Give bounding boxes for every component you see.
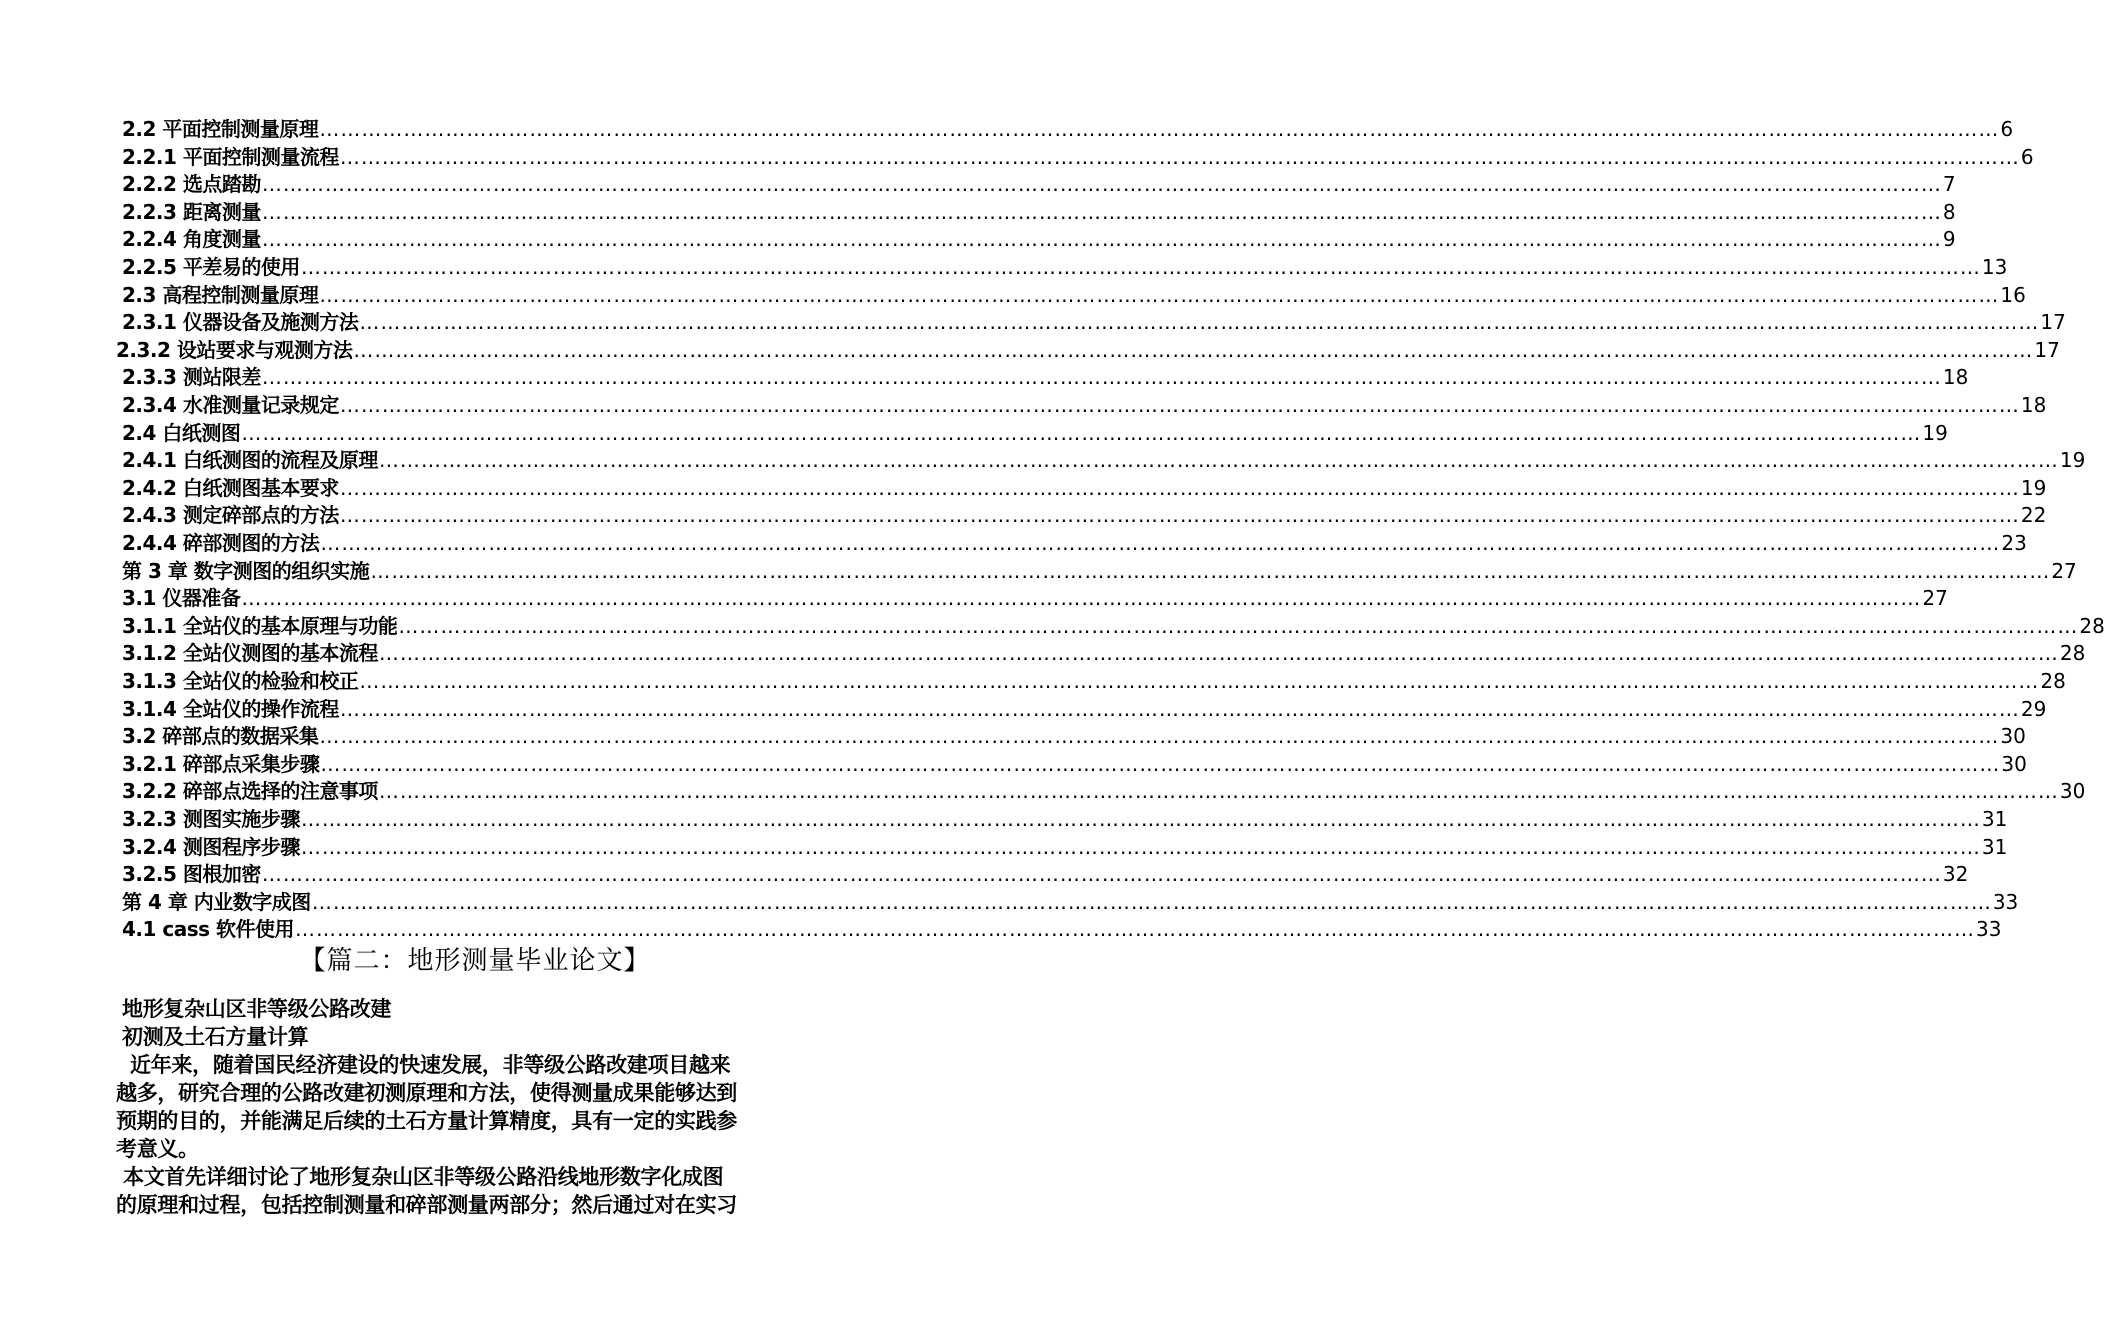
toc-entry-page: 28 bbox=[2079, 613, 2105, 638]
toc-entry bbox=[122, 751, 2027, 778]
toc-entry-page: 19 bbox=[2059, 448, 2086, 473]
toc-entry-label: 第 3 章 数字测图的组织实施 bbox=[122, 558, 370, 583]
toc-entry-page: 9 bbox=[1942, 227, 1956, 252]
toc-leader-dots: …………………………………………………………………………………………………………………………………………………………………………………………………………………… bbox=[339, 393, 2020, 417]
toc-entry-label: 2.2.4 角度测量 bbox=[122, 227, 261, 252]
toc-leader-dots: …………………………………………………………………………………………………………………………………………………………………………………………………………………… bbox=[319, 724, 2000, 749]
toc-leader-dots: …………………………………………………………………………………………………………………………………………………………………………………………………………………… bbox=[339, 503, 2020, 528]
article-title-line-1: 地形复杂山区非等级公路改建 bbox=[122, 997, 392, 1021]
toc-entry bbox=[122, 199, 1956, 226]
toc-entry-label: 2.4.3 测定碎部点的方法 bbox=[122, 503, 339, 528]
toc-entry-page: 22 bbox=[2020, 503, 2047, 528]
toc-leader-dots: …………………………………………………………………………………………………………………………………………………………………………………………………………………… bbox=[378, 448, 2059, 473]
section-heading: 【篇二：地形测量毕业论文】 bbox=[299, 946, 651, 976]
toc-entry-label: 2.4.1 白纸测图的流程及原理 bbox=[122, 448, 378, 473]
toc-entry-label: 2.3.2 设站要求与观测方法 bbox=[116, 337, 353, 362]
toc-leader-dots: …………………………………………………………………………………………………………………………………………………………………………………………………………………… bbox=[261, 199, 1942, 224]
toc-entry-page: 28 bbox=[2059, 641, 2086, 666]
toc-leader-dots: …………………………………………………………………………………………………………………………………………………………………………………………………………………… bbox=[339, 696, 2020, 721]
toc-leader-dots: …………………………………………………………………………………………………………………………………………………………………………………………………………………… bbox=[398, 613, 2079, 638]
toc-entry bbox=[122, 475, 2047, 502]
toc-entry-label: 3.1.1 全站仪的基本原理与功能 bbox=[122, 613, 398, 638]
toc-leader-dots: …………………………………………………………………………………………………………………………………………………………………………………………………………………… bbox=[359, 310, 2040, 335]
toc-entry bbox=[122, 806, 2008, 833]
toc-entry-label: 3.1.4 全站仪的操作流程 bbox=[122, 696, 339, 721]
toc-entry bbox=[122, 282, 2026, 309]
toc-leader-dots: …………………………………………………………………………………………………………………………………………………………………………………………………………………… bbox=[300, 834, 1981, 859]
toc-leader-dots: …………………………………………………………………………………………………………………………………………………………………………………………………………………… bbox=[295, 917, 1976, 942]
toc-entry-page: 27 bbox=[1922, 586, 1948, 611]
toc-entry-page: 23 bbox=[2001, 531, 2027, 555]
toc-entry-label: 2.4.4 碎部测图的方法 bbox=[122, 531, 320, 555]
toc-entry-page: 6 bbox=[2020, 144, 2034, 169]
toc-entry-label: 2.2.3 距离测量 bbox=[122, 199, 261, 224]
toc-entry-page: 18 bbox=[1942, 365, 1969, 390]
toc-entry-label: 2.2 平面控制测量原理 bbox=[122, 117, 319, 141]
toc-entry-label: 2.3.4 水准测量记录规定 bbox=[122, 393, 339, 417]
toc-entry bbox=[122, 530, 2027, 557]
toc-entry-page: 17 bbox=[2034, 337, 2060, 362]
paragraph-line: 本文首先详细讨论了地形复杂山区非等级公路沿线地形数字化成图 bbox=[116, 1165, 724, 1189]
toc-entry-page: 28 bbox=[2040, 669, 2066, 693]
toc-entry-page: 7 bbox=[1942, 172, 1956, 197]
toc-entry bbox=[122, 558, 2077, 585]
toc-entry-label: 2.3.1 仪器设备及施测方法 bbox=[122, 310, 359, 335]
toc-entry bbox=[122, 447, 2086, 474]
paragraph-line: 的原理和过程，包括控制测量和碎部测量两部分；然后通过对在实习 bbox=[116, 1193, 737, 1217]
paragraph-line: 越多，研究合理的公路改建初测原理和方法，使得测量成果能够达到 bbox=[116, 1081, 737, 1105]
toc-entry-page: 16 bbox=[2000, 282, 2026, 307]
toc-entry-label: 4.1 cass 软件使用 bbox=[122, 917, 295, 942]
toc-leader-dots: …………………………………………………………………………………………………………………………………………………………………………………………………………………… bbox=[261, 172, 1942, 197]
article-title-line-2: 初测及土石方量计算 bbox=[122, 1025, 309, 1049]
toc-entry-label: 3.2.3 测图实施步骤 bbox=[122, 807, 300, 831]
toc-leader-dots: …………………………………………………………………………………………………………………………………………………………………………………………………………………… bbox=[300, 255, 1981, 279]
toc-entry-label: 3.1.3 全站仪的检验和校正 bbox=[122, 669, 359, 693]
toc-entry-label: 3.2.4 测图程序步骤 bbox=[122, 834, 300, 859]
toc-entry-page: 19 bbox=[2020, 475, 2047, 500]
toc-entry bbox=[122, 309, 2066, 336]
toc-leader-dots: …………………………………………………………………………………………………………………………………………………………………………………………………………………… bbox=[320, 751, 2001, 776]
toc-entry-page: 30 bbox=[2059, 779, 2086, 804]
toc-entry-label: 2.2.1 平面控制测量流程 bbox=[122, 144, 339, 169]
toc-leader-dots: …………………………………………………………………………………………………………………………………………………………………………………………………………………… bbox=[261, 862, 1942, 887]
toc-leader-dots: …………………………………………………………………………………………………………………………………………………………………………………………………………………… bbox=[319, 117, 2000, 141]
toc-leader-dots: …………………………………………………………………………………………………………………………………………………………………………………………………………………… bbox=[261, 227, 1942, 252]
toc-entry bbox=[122, 254, 2008, 281]
toc-entry bbox=[122, 585, 1948, 612]
toc-entry bbox=[122, 723, 2026, 750]
toc-entry bbox=[122, 116, 2014, 143]
toc-entry-label: 3.2.1 碎部点采集步骤 bbox=[122, 751, 320, 776]
toc-entry-page: 33 bbox=[1976, 917, 2002, 942]
toc-entry-label: 3.2.5 图根加密 bbox=[122, 862, 261, 887]
toc-entry-page: 13 bbox=[1981, 255, 2008, 279]
toc-entry bbox=[122, 613, 2105, 640]
toc-entry-label: 3.2 碎部点的数据采集 bbox=[122, 724, 319, 749]
toc-entry-label: 3.1 仪器准备 bbox=[122, 586, 241, 611]
toc-leader-dots: …………………………………………………………………………………………………………………………………………………………………………………………………………………… bbox=[378, 779, 2059, 804]
toc-leader-dots: …………………………………………………………………………………………………………………………………………………………………………………………………………………… bbox=[378, 641, 2059, 666]
article-body bbox=[116, 995, 836, 1219]
toc-entry bbox=[122, 502, 2047, 529]
toc-leader-dots: …………………………………………………………………………………………………………………………………………………………………………………………………………………… bbox=[339, 144, 2020, 169]
toc-entry bbox=[122, 834, 2008, 861]
toc-entry-label: 2.2.2 选点踏勘 bbox=[122, 172, 261, 197]
toc-entry-page: 17 bbox=[2040, 310, 2066, 335]
toc-leader-dots: …………………………………………………………………………………………………………………………………………………………………………………………………………………… bbox=[339, 475, 2020, 500]
toc-leader-dots: …………………………………………………………………………………………………………………………………………………………………………………………………………………… bbox=[370, 558, 2051, 583]
paragraph-line: 考意义。 bbox=[116, 1137, 199, 1161]
toc-entry bbox=[122, 778, 2086, 805]
toc-leader-dots: …………………………………………………………………………………………………………………………………………………………………………………………………………………… bbox=[241, 586, 1922, 611]
toc-entry bbox=[122, 171, 1956, 198]
toc-leader-dots: …………………………………………………………………………………………………………………………………………………………………………………………………………………… bbox=[311, 889, 1992, 914]
toc-entry-page: 33 bbox=[1992, 889, 2019, 914]
toc-entry-page: 30 bbox=[2000, 724, 2026, 749]
toc-entry bbox=[122, 916, 2002, 943]
toc-entry bbox=[122, 668, 2066, 695]
toc-entry bbox=[122, 640, 2086, 667]
toc-entry-page: 30 bbox=[2001, 751, 2027, 776]
toc-entry-label: 2.4 白纸测图 bbox=[122, 420, 241, 445]
toc-entry-page: 31 bbox=[1981, 807, 2008, 831]
toc-entry-label: 2.3.3 测站限差 bbox=[122, 365, 261, 390]
toc-entry bbox=[122, 144, 2034, 171]
toc-leader-dots: …………………………………………………………………………………………………………………………………………………………………………………………………………………… bbox=[261, 365, 1942, 390]
toc-leader-dots: …………………………………………………………………………………………………………………………………………………………………………………………………………………… bbox=[300, 807, 1981, 831]
toc-entry-page: 32 bbox=[1942, 862, 1969, 887]
toc-entry-page: 18 bbox=[2020, 393, 2047, 417]
toc-entry-label: 3.2.2 碎部点选择的注意事项 bbox=[122, 779, 378, 804]
toc-entry-label: 2.2.5 平差易的使用 bbox=[122, 255, 300, 279]
toc-entry-label: 3.1.2 全站仪测图的基本流程 bbox=[122, 641, 378, 666]
toc-entry bbox=[122, 226, 1956, 253]
paragraph-line: 预期的目的，并能满足后续的土石方量计算精度，具有一定的实践参 bbox=[116, 1109, 737, 1133]
toc-entry bbox=[122, 392, 2047, 419]
paragraph-line: 近年来，随着国民经济建设的快速发展，非等级公路改建项目越来 bbox=[116, 1053, 731, 1077]
toc-entry bbox=[122, 364, 1969, 391]
toc-leader-dots: …………………………………………………………………………………………………………………………………………………………………………………………………………………… bbox=[241, 420, 1922, 445]
toc-entry bbox=[122, 889, 2019, 916]
toc-entry-label: 第 4 章 内业数字成图 bbox=[122, 889, 311, 914]
toc-leader-dots: …………………………………………………………………………………………………………………………………………………………………………………………………………………… bbox=[359, 669, 2040, 693]
toc-entry-page: 6 bbox=[2000, 117, 2014, 141]
toc-entry bbox=[116, 337, 2060, 364]
toc-entry bbox=[122, 420, 1948, 447]
toc-entry-page: 31 bbox=[1981, 834, 2008, 859]
toc-entry-label: 2.3 高程控制测量原理 bbox=[122, 282, 319, 307]
toc-entry bbox=[122, 696, 2047, 723]
toc-entry-label: 2.4.2 白纸测图基本要求 bbox=[122, 475, 339, 500]
toc-entry bbox=[122, 861, 1969, 888]
toc-entry-page: 27 bbox=[2051, 558, 2077, 583]
toc-entry-page: 19 bbox=[1922, 420, 1948, 445]
toc-leader-dots: …………………………………………………………………………………………………………………………………………………………………………………………………………………… bbox=[320, 531, 2001, 555]
toc-leader-dots: …………………………………………………………………………………………………………………………………………………………………………………………………………………… bbox=[319, 282, 2000, 307]
toc-entry-page: 29 bbox=[2020, 696, 2047, 721]
toc-leader-dots: …………………………………………………………………………………………………………………………………………………………………………………………………………………… bbox=[353, 337, 2034, 362]
toc-entry-page: 8 bbox=[1942, 199, 1956, 224]
